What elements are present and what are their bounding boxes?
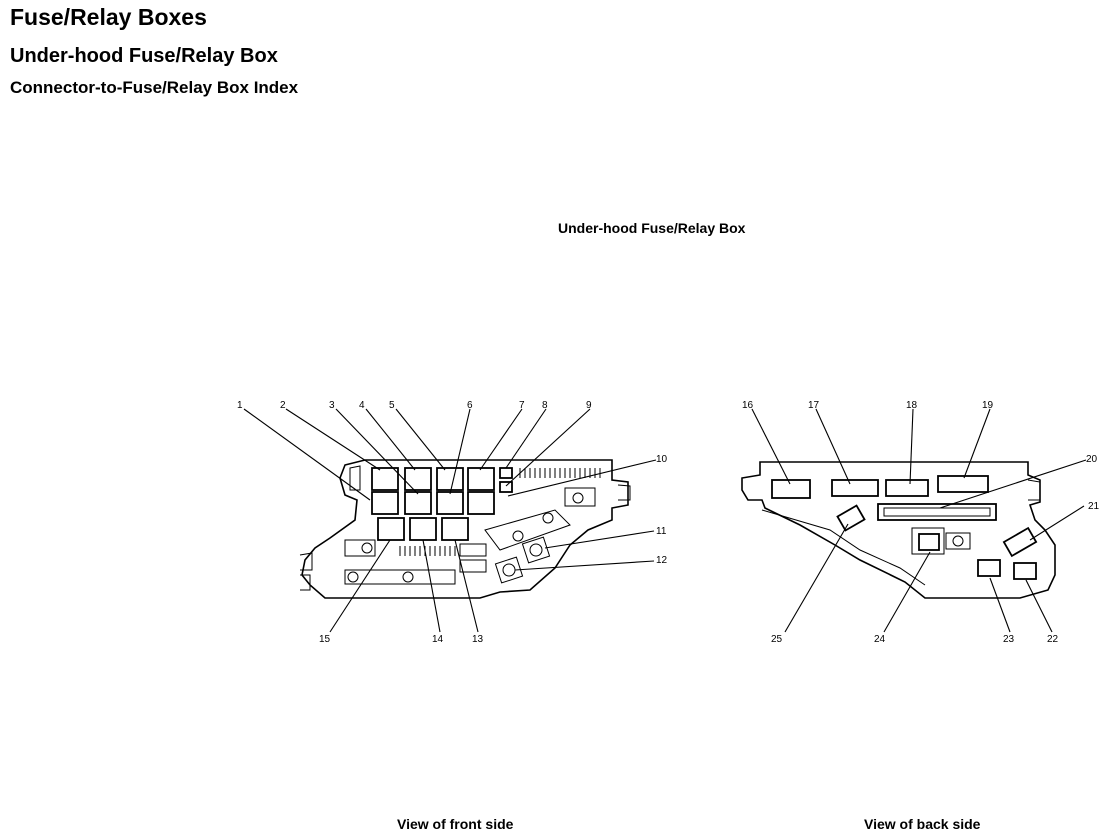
back-slot-22 xyxy=(1014,563,1036,579)
callout-19: 19 xyxy=(982,400,994,411)
callout-3: 3 xyxy=(329,400,335,411)
front-slot-5 xyxy=(437,468,463,490)
callout-9: 9 xyxy=(586,400,592,411)
front-slot-9 xyxy=(500,468,512,478)
callout-24: 24 xyxy=(874,634,886,645)
callout-18: 18 xyxy=(906,400,918,411)
page-subtitle: Under-hood Fuse/Relay Box xyxy=(10,45,278,67)
callout-13: 13 xyxy=(472,634,484,645)
back-view xyxy=(742,400,1100,645)
front-slot-14 xyxy=(410,518,436,540)
front-slot-13 xyxy=(442,518,468,540)
callout-8: 8 xyxy=(542,400,548,411)
section-title: Connector-to-Fuse/Relay Box Index xyxy=(10,78,299,97)
callout-21: 21 xyxy=(1088,501,1100,512)
callout-16: 16 xyxy=(742,400,754,411)
back-slot-24 xyxy=(919,534,939,550)
callout-23: 23 xyxy=(1003,634,1015,645)
front-slot-4 xyxy=(405,468,431,490)
callout-15: 15 xyxy=(319,634,331,645)
back-slot-21 xyxy=(1004,528,1036,556)
back-slot-19 xyxy=(938,476,988,492)
callout-20: 20 xyxy=(1086,454,1098,465)
back-slot-17 xyxy=(832,480,878,496)
callout-4: 4 xyxy=(359,400,365,411)
fuse-row-lower xyxy=(400,546,455,556)
callout-2: 2 xyxy=(280,400,286,411)
callout-17: 17 xyxy=(808,400,820,411)
front-slot-15 xyxy=(378,518,404,540)
callout-25: 25 xyxy=(771,634,783,645)
back-slot-20 xyxy=(878,504,996,520)
callout-1: 1 xyxy=(237,400,243,411)
front-slot-1 xyxy=(372,492,398,514)
callout-10: 10 xyxy=(656,454,668,465)
diagram-title: Under-hood Fuse/Relay Box xyxy=(558,220,746,236)
front-slot-6 xyxy=(437,492,463,514)
back-view-caption: View of back side xyxy=(864,816,981,832)
front-view xyxy=(237,400,668,645)
front-slot-8 xyxy=(468,492,494,514)
back-slot-16 xyxy=(772,480,810,498)
page-title: Fuse/Relay Boxes xyxy=(10,4,207,30)
callout-14: 14 xyxy=(432,634,444,645)
callout-22: 22 xyxy=(1047,634,1059,645)
back-slot-18 xyxy=(886,480,928,496)
front-view-caption: View of front side xyxy=(397,816,514,832)
back-slot-23 xyxy=(978,560,1000,576)
callout-6: 6 xyxy=(467,400,473,411)
callout-11: 11 xyxy=(656,526,667,537)
callout-5: 5 xyxy=(389,400,395,411)
callout-7: 7 xyxy=(519,400,525,411)
front-slot-3 xyxy=(405,492,431,514)
front-slot-7 xyxy=(468,468,494,490)
back-slot-25 xyxy=(837,506,864,531)
callout-12: 12 xyxy=(656,555,668,566)
front-slot-2 xyxy=(372,468,398,490)
front-slot-10 xyxy=(500,482,512,492)
